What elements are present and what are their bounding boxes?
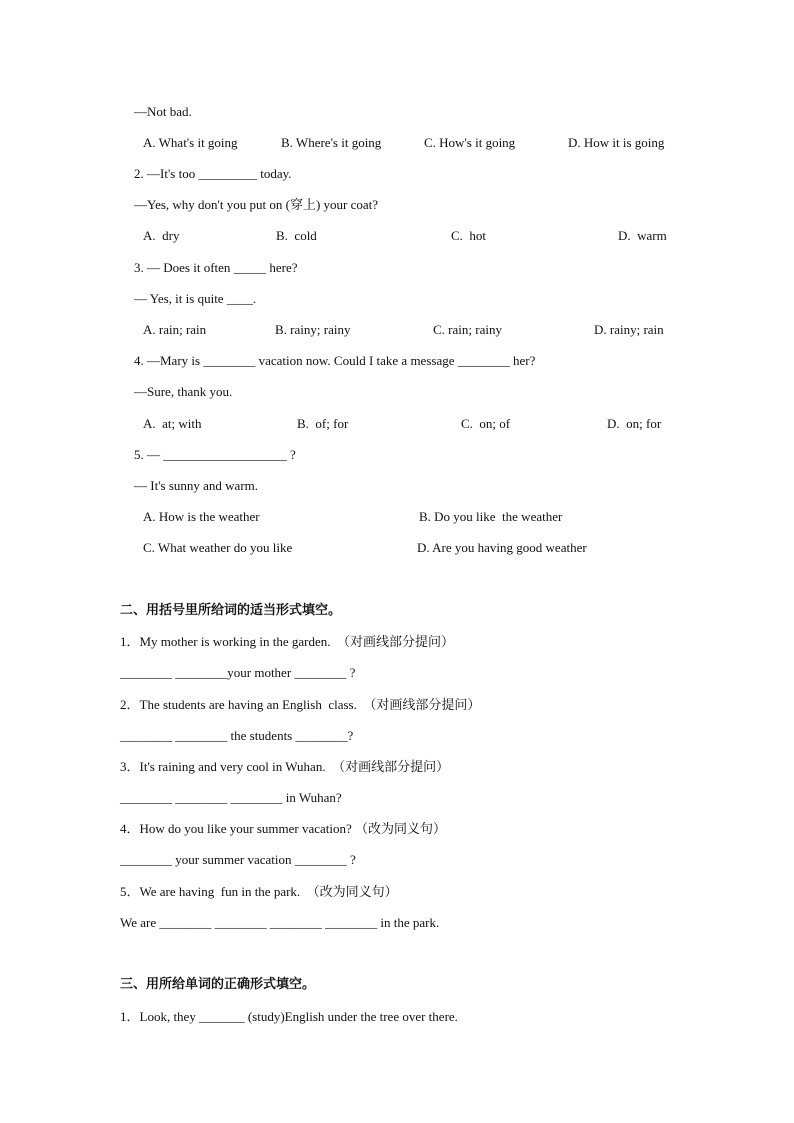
- q1-option-a: A. What's it going: [143, 135, 238, 150]
- q2-stem: 2. —It's too _________ today.: [134, 166, 292, 181]
- q4-option-b: B. of; for: [297, 416, 349, 431]
- q3-option-d: D. rainy; rain: [594, 322, 664, 337]
- q5-option-b: B. Do you like the weather: [419, 509, 563, 524]
- q3-option-a: A. rain; rain: [143, 322, 207, 337]
- q2-reply: —Yes, why don't you put on (穿上) your coat?: [134, 197, 379, 212]
- section2-item-3-answer: ________ ________ ________ in Wuhan?: [120, 790, 342, 805]
- q4-reply: —Sure, thank you.: [134, 384, 233, 399]
- q4-option-a: A. at; with: [143, 416, 202, 431]
- q2-option-b: B. cold: [276, 228, 317, 243]
- q2-option-c: C. hot: [451, 228, 487, 243]
- q4-option-c: C. on; of: [461, 416, 511, 431]
- q5-reply: — It's sunny and warm.: [134, 478, 259, 493]
- section2-item-5-prompt: 5．We are having fun in the park. （改为同义句）: [120, 884, 398, 899]
- section2-title: 二、用括号里所给词的适当形式填空。: [120, 603, 342, 618]
- q3-option-c: C. rain; rainy: [433, 322, 502, 337]
- section2-item-4-prompt: 4．How do you like your summer vacation? （改为同义句）: [120, 821, 447, 836]
- q1-option-b: B. Where's it going: [281, 135, 382, 150]
- section2-item-2-prompt: 2．The students are having an English class. （对画线部分提问）: [120, 697, 481, 712]
- section3-item-1-prompt: 1．Look, they _______ (study)English under the tree over there.: [120, 1009, 458, 1024]
- q3-reply: — Yes, it is quite ____.: [134, 291, 257, 306]
- q4-option-d: D. on; for: [607, 416, 662, 431]
- q1-option-d: D. How it is going: [568, 135, 665, 150]
- q5-option-c: C. What weather do you like: [143, 540, 293, 555]
- q5-option-d: D. Are you having good weather: [417, 540, 587, 555]
- q1-option-c: C. How's it going: [424, 135, 516, 150]
- q5-stem: 5. — ___________________ ?: [134, 447, 296, 462]
- section2-item-2-answer: ________ ________ the students ________?: [120, 728, 354, 743]
- q3-option-b: B. rainy; rainy: [275, 322, 351, 337]
- q3-stem: 3. — Does it often _____ here?: [134, 260, 298, 275]
- q5-option-a: A. How is the weather: [143, 509, 260, 524]
- section2-item-3-prompt: 3．It's raining and very cool in Wuhan. （对画线部分提问）: [120, 759, 450, 774]
- section2-item-4-answer: ________ your summer vacation ________ ?: [120, 852, 356, 867]
- q2-option-a: A. dry: [143, 228, 180, 243]
- section2-item-1-answer: ________ ________your mother ________ ?: [120, 665, 356, 680]
- q1-answer-line: —Not bad.: [134, 104, 192, 119]
- q4-stem: 4. —Mary is ________ vacation now. Could I take a message ________ her?: [134, 353, 536, 368]
- q2-option-d: D. warm: [618, 228, 667, 243]
- section2-item-1-prompt: 1．My mother is working in the garden. （对画线部分提问）: [120, 634, 454, 649]
- section2-item-5-answer: We are ________ ________ ________ ________ in the park.: [120, 915, 440, 930]
- section3-title: 三、用所给单词的正确形式填空。: [120, 977, 316, 992]
